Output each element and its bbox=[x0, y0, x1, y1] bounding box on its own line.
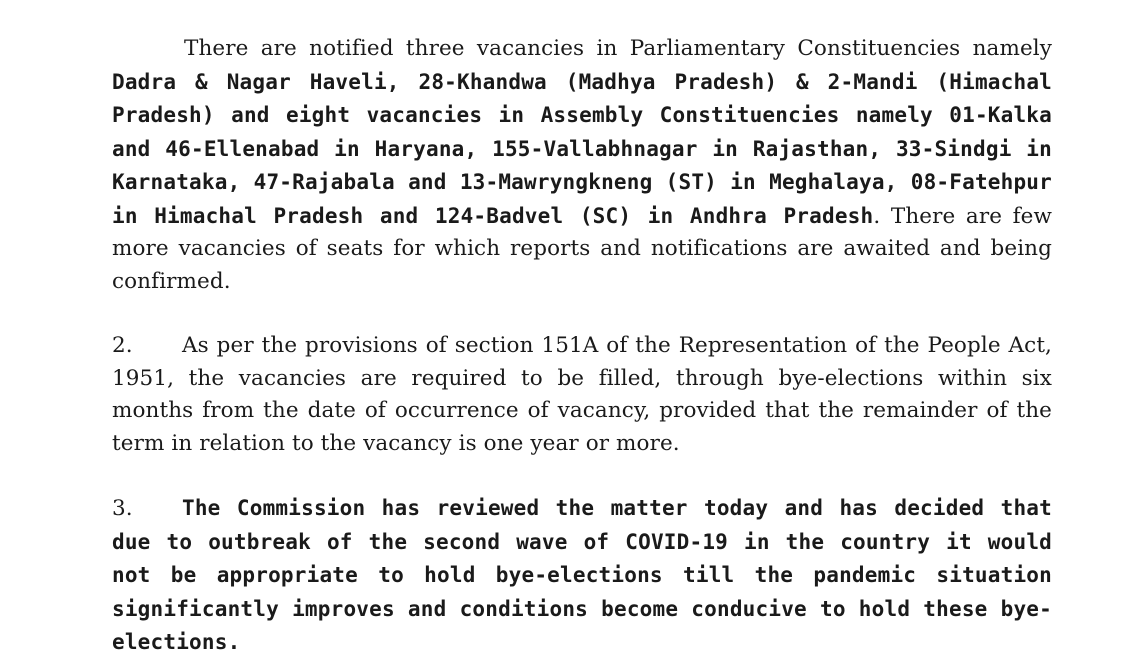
paragraph-vacancies bbox=[112, 33, 1052, 298]
paragraph-2-text: As per the provisions of section 151A of the Representation of the People Act, 1951, the vacancies are required to be filled, through bye-elections within six months from the date of occurrence of vacancy, provided that the remainder of the term in relation to the vacancy is one year or more. bbox=[112, 333, 1052, 456]
paragraph-provisions bbox=[112, 330, 1052, 460]
paragraph-1-tail: . There are few more vacancies of seats for which reports and notifications are awaited and being confirmed. bbox=[112, 203, 1052, 294]
paragraph-3-number: 3. bbox=[112, 496, 133, 521]
paragraph-1-constituencies: Dadra & Nagar Haveli, 28-Khandwa (Madhya Pradesh) & 2-Mandi (Himachal Pradesh) and eight vacancies in Assembly Constituencies namely 01-Kalka and 46-Ellenabad in Haryana, 155-Vallabhnagar in Rajasthan, 33-Sindgi in Karnataka, 47-Rajabala and 13-Mawryngkneng (ST) in Meghalaya, 08-Fatehpur in Himachal Pradesh and 124-Badvel (SC) in Andhra Pradesh bbox=[112, 69, 1052, 228]
paragraph-2-number: 2. bbox=[112, 333, 133, 358]
paragraph-3-text: The Commission has reviewed the matter today and has decided that due to outbreak of the second wave of COVID-19 in the country it would not be appropriate to hold bye-elections till the pandemic situation significantly improves and conditions become conducive to hold these bye-elections. bbox=[112, 496, 1052, 654]
paragraph-decision bbox=[112, 492, 1052, 660]
paragraph-1-intro: There are notified three vacancies in Parliamentary Constituencies namely bbox=[184, 36, 1052, 61]
document-body bbox=[112, 33, 1052, 660]
